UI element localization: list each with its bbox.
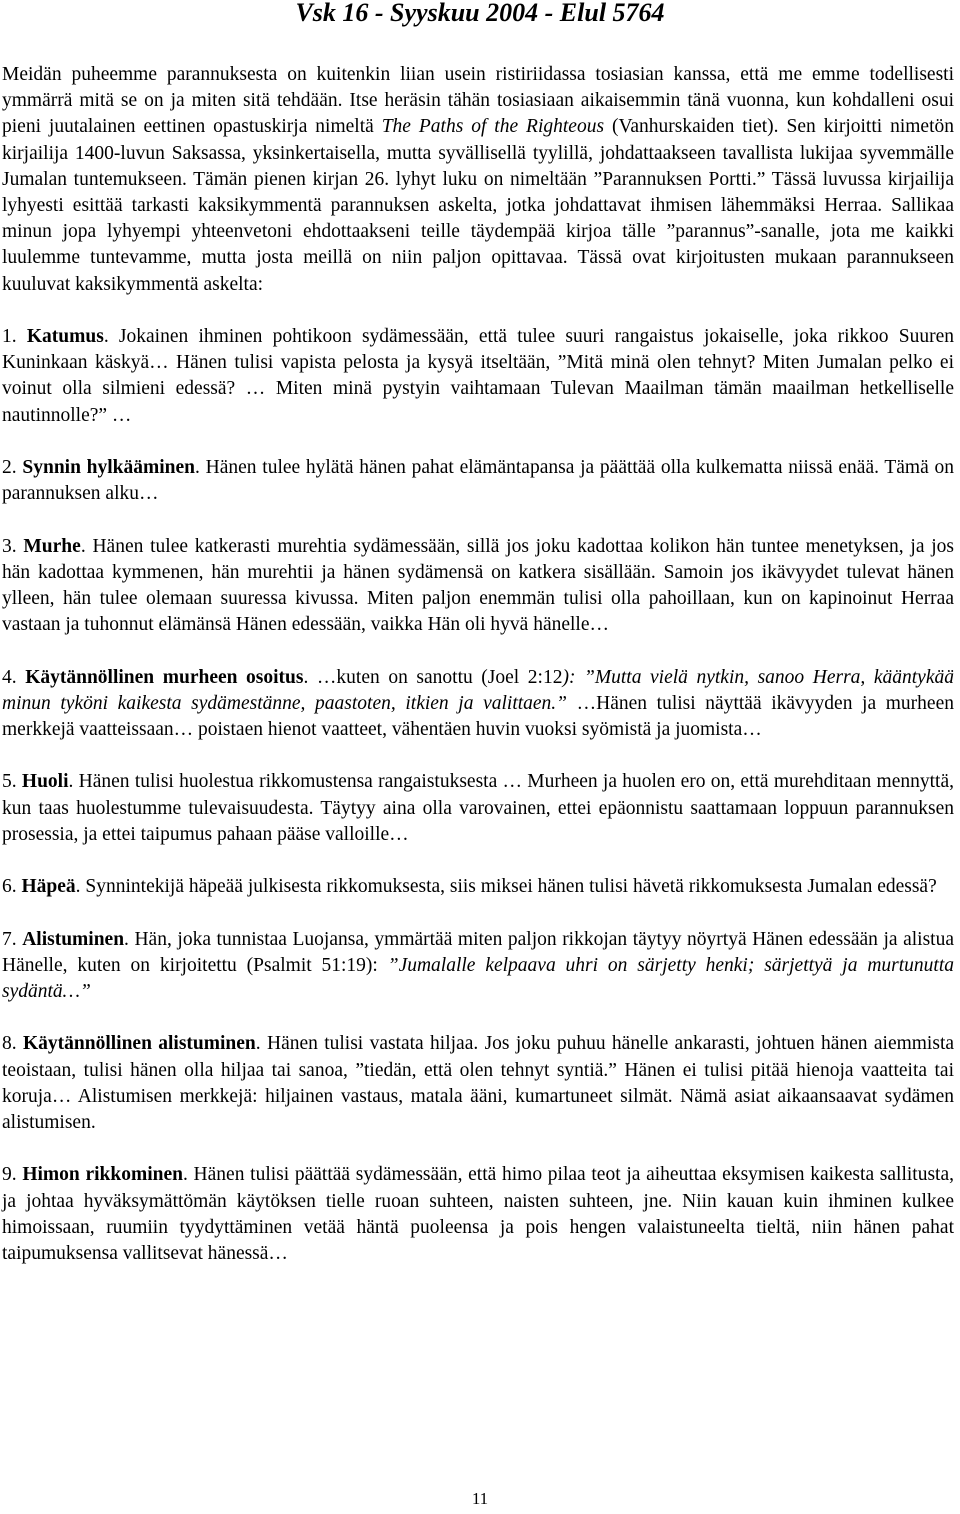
intro-text-1: Meidän puheemme parannuksesta on kuitenkin liian usein ristiriidassa tosiasian kanssa, että me emme todellisesti ymmärrä mitä se on ja miten sitä tehdään. Itse heräsin tähän tosiasiaan aikaisemmin tänä vuonna, kun kohdalleni osui pieni juutalainen eettinen opastuskirja nimeltä — [2, 64, 954, 138]
step-text: . Jokainen ihminen pohtikoon sydämessään, että tulee suuri rangaistus jokaiselle, joka rikkoo Suuren Kuninkaan käskyä… Hänen tulisi vapista pelosta ja kysyä itseltään, ”Mitä minä olen tehnyt? Miten Jumalan pelko ei voinut olla silmieni edessä? … Miten minä pystyin vaihtamaan Tulevan Maailman tämän maailman hetkelliselle nautinnolle?” … — [2, 326, 954, 426]
step-term: Himon rikkominen — [22, 1164, 183, 1186]
step-4 — [2, 665, 954, 744]
step-text: . Hänen tulee katkerasti murehtia sydämessään, sillä jos joku kadottaa kolikon hän tuntee menetyksen, ja jos hän kadottaa kymmenen, hän murehtii ja hänen sydämensä on katkera sisällään. Samoin jos ikävyydet tulevat hänen ylleen, hän tulee olemaan suuressa kivussa. Miten paljon enemmän tulisi olla pahoillaan, kun on kapinoinut Herraa vastaan ja tuhonnut elämänsä Hänen edessään, vaikka Hän oli hyvä hänelle… — [2, 535, 955, 636]
step-term: Käytännöllinen murheen osoitus — [25, 666, 304, 688]
step-term: Huoli — [21, 771, 69, 793]
step-number: 3. — [2, 535, 24, 557]
step-number: 7. — [2, 928, 23, 950]
step-text: . Hän, joka tunnistaa Luojansa, ymmärtää miten paljon rikkojan täytyy nöyrtyä Hänen edessään ja alistua Hänelle, kuten on kirjoitettu (Psalmit 51:19): — [2, 928, 954, 976]
step-8 — [2, 1031, 954, 1136]
step-term: Häpeä — [21, 876, 76, 898]
step-term: Synnin hylkääminen — [22, 457, 196, 479]
step-3 — [2, 534, 954, 639]
article-body — [2, 62, 954, 1267]
step-term: Käytännöllinen alistuminen — [22, 1033, 256, 1055]
step-text-continued: …Hänen tulisi näyttää ikävyyden ja murheen merkkejä vaatteissaan… poistaen hienot vaatteet, vähentäen huvin vuoksi syömistä ja juomista… — [2, 692, 954, 741]
step-text: . Hänen tulee hylätä hänen pahat elämäntapansa ja päättää olla kulkematta niissä enää. Tämä on parannuksen alku… — [2, 457, 954, 505]
step-9 — [2, 1162, 954, 1267]
intro-paragraph — [2, 62, 954, 298]
step-text: . Hänen tulisi vastata hiljaa. Jos joku puhuu hänelle ankarasti, johtuen hänen aiemmista teoistaan, tulisi hänen olla hiljaa tai sanoa, ”tiedän, että olen tehnyt syntiä.” Hänen ei tulisi pitää hienoja vaatteita tai koruja… Alistumisen merkkejä: hiljainen vastaus, matala ääni, kumartuneet silmät. Nämä asiat aikaansaavat sydämen alistumisen. — [2, 1033, 955, 1133]
running-header: Vsk 16 - Syyskuu 2004 - Elul 5764 — [295, 0, 665, 27]
page-number: 11 — [471, 1489, 489, 1508]
step-term: Alistuminen — [22, 928, 125, 950]
book-title: The Paths of the Righteous — [381, 116, 605, 138]
step-number: 9. — [2, 1164, 23, 1186]
step-6 — [2, 874, 954, 900]
scripture-quote: ”Jumalalle kelpaava uhri on särjetty henki; särjettyä ja murtunutta sydäntä…” — [2, 954, 954, 1002]
step-7 — [2, 927, 954, 1006]
step-term: Murhe — [23, 535, 81, 557]
step-number: 5. — [2, 771, 22, 793]
step-text: . …kuten on sanottu (Joel 2:12 — [303, 666, 563, 688]
intro-text-2: (Vanhurskaiden tiet). Sen kirjoitti nimetön kirjailija 1400-luvun Saksassa, yksinkertaisella, mutta syvällisellä tyylillä, johdattaakseen tavallista lukijaa syvemmälle Jumalan tuntemukseen. Tämän pienen kirjan 26. lyhyt luku on nimeltään ”Parannuksen Portti.” Tässä luvussa kirjailija lyhyesti esittää tarkasti kaksikymmentä parannuksen askelta, jotka johdattavat ihmisen lähemmäksi Herraa. Sallikaa minun jopa lyhyempi yhteenvetoni ehdottaakseni teille täydempää kirjoa tälle ”parannus”-sanalle, jota me kaikki luulemme tuntevamme, mutta josta meillä on niin paljon opittavaa. Tässä ovat kirjoitusten mukaan parannukseen kuuluvat kaksikymmentä askelta: — [2, 116, 954, 295]
step-number: 4. — [2, 666, 26, 688]
step-text: . Hänen tulisi päättää sydämessään, että himo pilaa teot ja aiheuttaa eksymisen kaikesta sallitusta, ja johtaa hyväksymättömän käytöksen tielle ruoan suhteen, naisten suhteen, jne. Niin kauan kuin ihminen kulkee himoissaan, ruumiin tyydyttäminen vetää häntä puoleensa ja pois hengen valaistuneelta tieltä, niin hänen pahat taipumuksensa vallitsevat hänessä… — [2, 1164, 954, 1264]
step-term: Katumus — [26, 326, 104, 348]
step-5 — [2, 769, 954, 848]
step-text: . Hänen tulisi huolestua rikkomustensa rangaistuksesta … Murheen ja huolen ero on, että murehditaan mennyttä, kun taas huolestumme tulevaisuudesta. Täytyy aina olla varovainen, ettei epäonnistu saattamaan loppuun parannuksen prosessia, ja ettei taipumus pahaan pääse valloille… — [2, 771, 954, 845]
step-1 — [2, 324, 954, 429]
step-text: . Synnintekijä häpeää julkisesta rikkomuksesta, siis miksei hänen tulisi hävetä rikkomuksesta Jumalan edessä? — [75, 876, 937, 898]
scripture-quote: ): ”Mutta vielä nytkin, sanoo Herra, kääntykää minun tyköni kaikesta sydämestänne, paastoten, itkien ja valittaen.” — [2, 666, 954, 714]
step-number: 6. — [2, 876, 22, 898]
step-number: 1. — [2, 326, 27, 348]
step-number: 2. — [2, 457, 23, 479]
step-number: 8. — [2, 1033, 23, 1055]
step-2 — [2, 455, 954, 507]
